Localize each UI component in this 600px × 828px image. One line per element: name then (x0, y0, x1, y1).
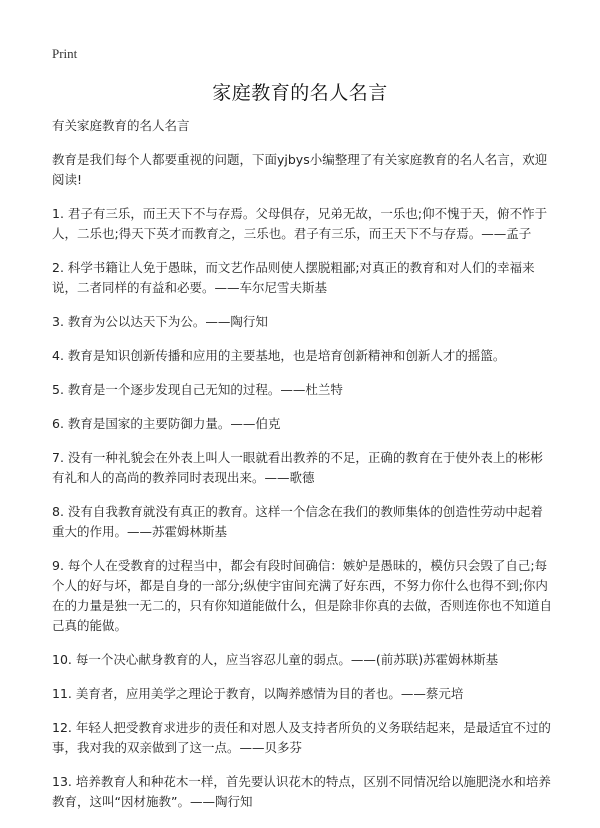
page-title: 家庭教育的名人名言 (212, 82, 388, 104)
quote-item-3: 3. 教育为公以达天下为公。——陶行知 (52, 314, 268, 329)
quote-list (52, 204, 552, 812)
quote-item-12: 12. 年轻人把受教育求进步的责任和对恩人及支持者所负的义务联结起来，是最适宜不过的事，我对我的双亲做到了这一点。——贝多芬 (52, 720, 551, 755)
quote-item-7: 7. 没有一种礼貌会在外表上叫人一眼就看出教养的不足，正确的教育在于使外表上的彬彬有礼和人的高尚的教养同时表现出来。——歌德 (52, 450, 543, 485)
quote-item-4: 4. 教育是知识创新传播和应用的主要基地，也是培育创新精神和创新人才的摇篮。 (52, 348, 506, 363)
print-link[interactable]: Print (52, 46, 78, 61)
quote-item-11: 11. 美育者，应用美学之理论于教育，以陶养感情为目的者也。——蔡元培 (52, 686, 464, 701)
quote-item-10: 10. 每一个决心献身教育的人，应当容忍儿童的弱点。——(前苏联)苏霍姆林斯基 (52, 652, 499, 667)
quote-item-1: 1. 君子有三乐，而王天下不与存焉。父母俱存，兄弟无故，一乐也;仰不愧于天，俯不怍于人，二乐也;得天下英才而教育之，三乐也。君子有三乐，而王天下不与存焉。——孟子 (52, 206, 548, 241)
quote-item-6: 6. 教育是国家的主要防御力量。——伯克 (52, 416, 281, 431)
article-subtitle: 有关家庭教育的名人名言 (52, 118, 190, 133)
quote-item-13: 13. 培养教育人和种花木一样，首先要认识花木的特点，区别不同情况给以施肥浇水和培养教育，这叫“因材施教”。——陶行知 (52, 774, 551, 809)
quote-item-9: 9. 每个人在受教育的过程当中，都会有段时间确信：嫉妒是愚昧的，模仿只会毁了自己;每个人的好与坏，都是自身的一部分;纵使宇宙间充满了好东西，不努力你什么也得不到;你内在的力量是独一无二的，只有你知道能做什么，但是除非你真的去做，否则连你也不知道自己真的能做。 (52, 558, 553, 633)
article-body (52, 116, 552, 826)
quote-item-8: 8. 没有自我教育就没有真正的教育。这样一个信念在我们的教师集体的创造性劳动中起着重大的作用。——苏霍姆林斯基 (52, 504, 543, 539)
quote-item-5: 5. 教育是一个逐步发现自己无知的过程。——杜兰特 (52, 382, 343, 397)
article-intro: 教育是我们每个人都要重视的问题，下面yjbys小编整理了有关家庭教育的名人名言，欢迎阅读! (52, 152, 548, 187)
quote-item-2: 2. 科学书籍让人免于愚昧，而文艺作品则使人摆脱粗鄙;对真正的教育和对人们的幸福来说，二者同样的有益和必要。——车尔尼雪夫斯基 (52, 260, 535, 295)
